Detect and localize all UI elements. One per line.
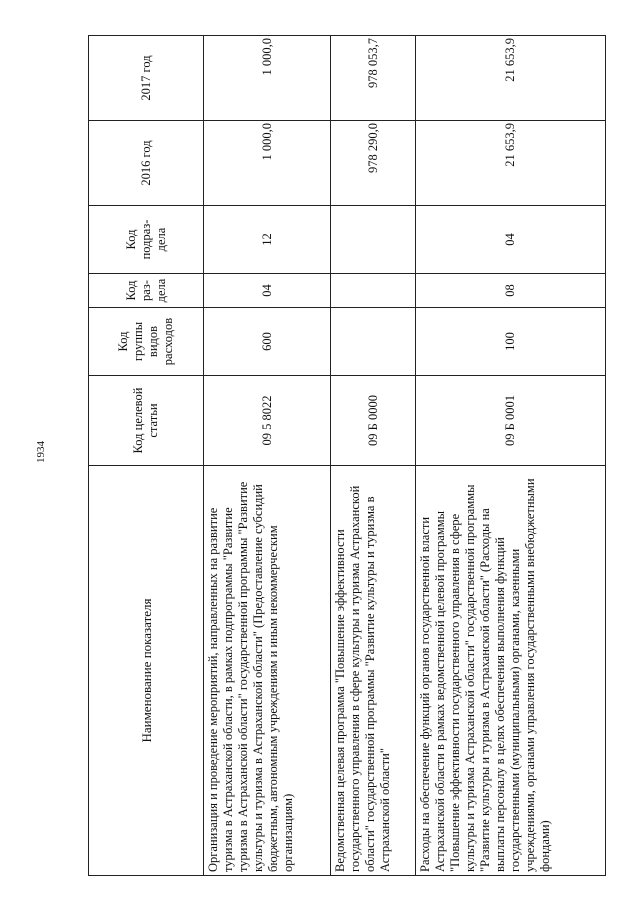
- row-subsection: [331, 206, 416, 274]
- row-subsection: 12: [204, 206, 331, 274]
- table-row: [204, 36, 331, 876]
- row-2017: 978 053,7: [331, 36, 416, 121]
- rotated-page-content: [88, 36, 605, 876]
- row-expense-group: [331, 308, 416, 376]
- row-2016: 21 653,9: [416, 121, 606, 206]
- row-section: [331, 274, 416, 308]
- row-expense-group: 600: [204, 308, 331, 376]
- row-target-code: 09 Б 0000: [331, 376, 416, 466]
- header-2016: 2016 год: [89, 121, 204, 206]
- header-subsection: Код подраз-дела: [89, 206, 204, 274]
- row-target-code: 09 Б 0001: [416, 376, 606, 466]
- row-name: Расходы на обеспечение функций органов государственной власти Астраханской области в рамках ведомственной целевой программы "Повышение эффективности государственного управления в сфере культуры и туризма Астраханской области" государственной программы "Развитие культуры и туризма в Астраханской области" (Расходы на выплаты персоналу в целях обеспечения выполнения функций государственными (муниципальными) органами, казенными учреждениями, органами управления государственными внебюджетными фондами): [416, 466, 606, 876]
- row-name: Ведомственная целевая программа "Повышение эффективности государственного управления в сфере культуры и туризма Астраханской области" государственной программы "Развитие культуры и туризма в Астраханской области": [331, 466, 416, 876]
- page-number: 1934: [35, 441, 47, 463]
- row-2016: 978 290,0: [331, 121, 416, 206]
- row-name: Организация и проведение мероприятий, направленных на развитие туризма в Астраханской области, в рамках подпрограммы "Развитие туризма в Астраханской области" государственной программы "Развитие культуры и туризма в Астраханской области" (Предоставление субсидий бюджетным, автономным учреждениям и иным некоммерческим организациям): [204, 466, 331, 876]
- header-target-code: Код целевой статьи: [89, 376, 204, 466]
- row-2017: 21 653,9: [416, 36, 606, 121]
- row-section: 04: [204, 274, 331, 308]
- row-target-code: 09 5 8022: [204, 376, 331, 466]
- table-header-row: [89, 36, 204, 876]
- row-subsection: 04: [416, 206, 606, 274]
- row-2016: 1 000,0: [204, 121, 331, 206]
- row-expense-group: 100: [416, 308, 606, 376]
- row-2017: 1 000,0: [204, 36, 331, 121]
- row-section: 08: [416, 274, 606, 308]
- table-row: [416, 36, 606, 876]
- header-2017: 2017 год: [89, 36, 204, 121]
- header-section: Код раз-дела: [89, 274, 204, 308]
- budget-table: [88, 35, 606, 876]
- budget-table-container: [88, 36, 605, 876]
- header-expense-group: Код группы видов расходов: [89, 308, 204, 376]
- table-row: [331, 36, 416, 876]
- header-name: Наименование показателя: [89, 466, 204, 876]
